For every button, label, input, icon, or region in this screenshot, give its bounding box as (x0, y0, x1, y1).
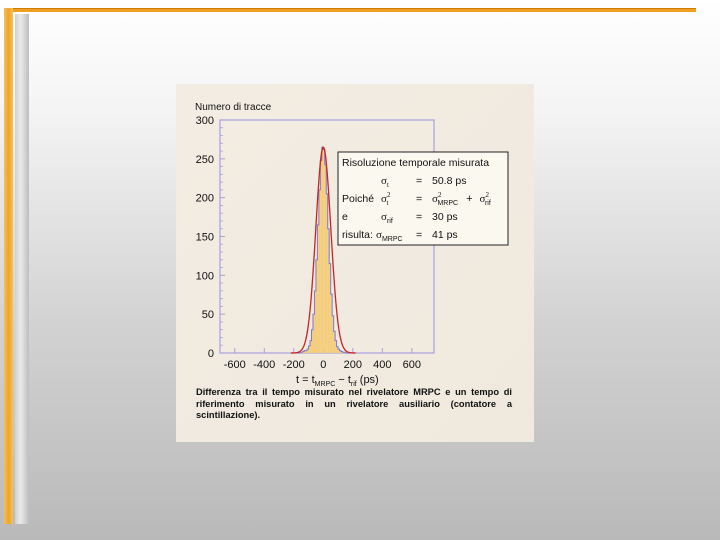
legend-box-title: Risoluzione temporale misurata (342, 157, 490, 169)
y-tick-label-250: 250 (195, 153, 214, 166)
x-tick-label-600: 600 (402, 359, 422, 371)
legend-row-4-eq: = (416, 229, 423, 241)
legend-row-1-symbol: $\sigma_t$ (381, 175, 389, 189)
legend-row-2-eq: = (416, 193, 423, 205)
figure-caption: Differenza tra il tempo misurato nel rivelatore MRPC e un tempo di riferimento misurato in un rivelatore ausiliario (contatore a scintillazione). (196, 387, 512, 420)
histogram-bar (323, 150, 324, 353)
y-tick-label-100: 100 (195, 270, 214, 283)
legend-row-4-value: 41 ps (432, 229, 458, 241)
histogram-chart (176, 84, 534, 388)
y-tick-label-200: 200 (195, 192, 214, 205)
legend-row-1-eq: = (416, 175, 423, 187)
legend-box (338, 152, 508, 245)
legend-row-1-value: 50.8 ps (432, 175, 467, 187)
x-tick-label--200: -200 (282, 359, 305, 371)
legend-row-2-lead: Poiché (342, 193, 375, 205)
legend-row-4-symbol: $\sigma_{MRPC}$ (376, 229, 403, 243)
legend-row-3-value: 30 ps (432, 211, 458, 223)
y-tick-label-0: 0 (207, 348, 214, 360)
legend-row-3-eq: = (416, 211, 423, 223)
y-tick-label-300: 300 (195, 115, 214, 127)
y-axis-label: Numero di tracce (195, 102, 272, 113)
histogram-bar (322, 147, 323, 353)
slide-top-accent-line (6, 8, 696, 9)
x-axis-label: $t = t_{MRPC} - t_{rif}$ (ps) (296, 374, 379, 388)
y-tick-label-50: 50 (201, 309, 214, 322)
x-tick-label-0: 0 (320, 359, 327, 371)
x-tick-label--600: -600 (223, 359, 246, 371)
histogram-figure (176, 84, 534, 442)
legend-row-2-symbol: $\sigma^2$ t (381, 191, 391, 207)
slide-side-accent-bar (4, 8, 13, 524)
x-tick-label-200: 200 (343, 359, 363, 371)
legend-row-4-lead: risulta: (342, 229, 373, 241)
legend-row-3-symbol: $\sigma_{rif}$ (381, 211, 393, 225)
legend-row-2-value: $\sigma^2$ MRPC + $\sigma^2$ rif (432, 191, 491, 207)
x-tick-label-400: 400 (373, 359, 392, 371)
y-tick-label-150: 150 (195, 231, 214, 244)
x-tick-label--400: -400 (253, 359, 276, 371)
slide-side-shadow-bar (15, 14, 29, 524)
legend-row-3-lead: e (342, 211, 348, 223)
